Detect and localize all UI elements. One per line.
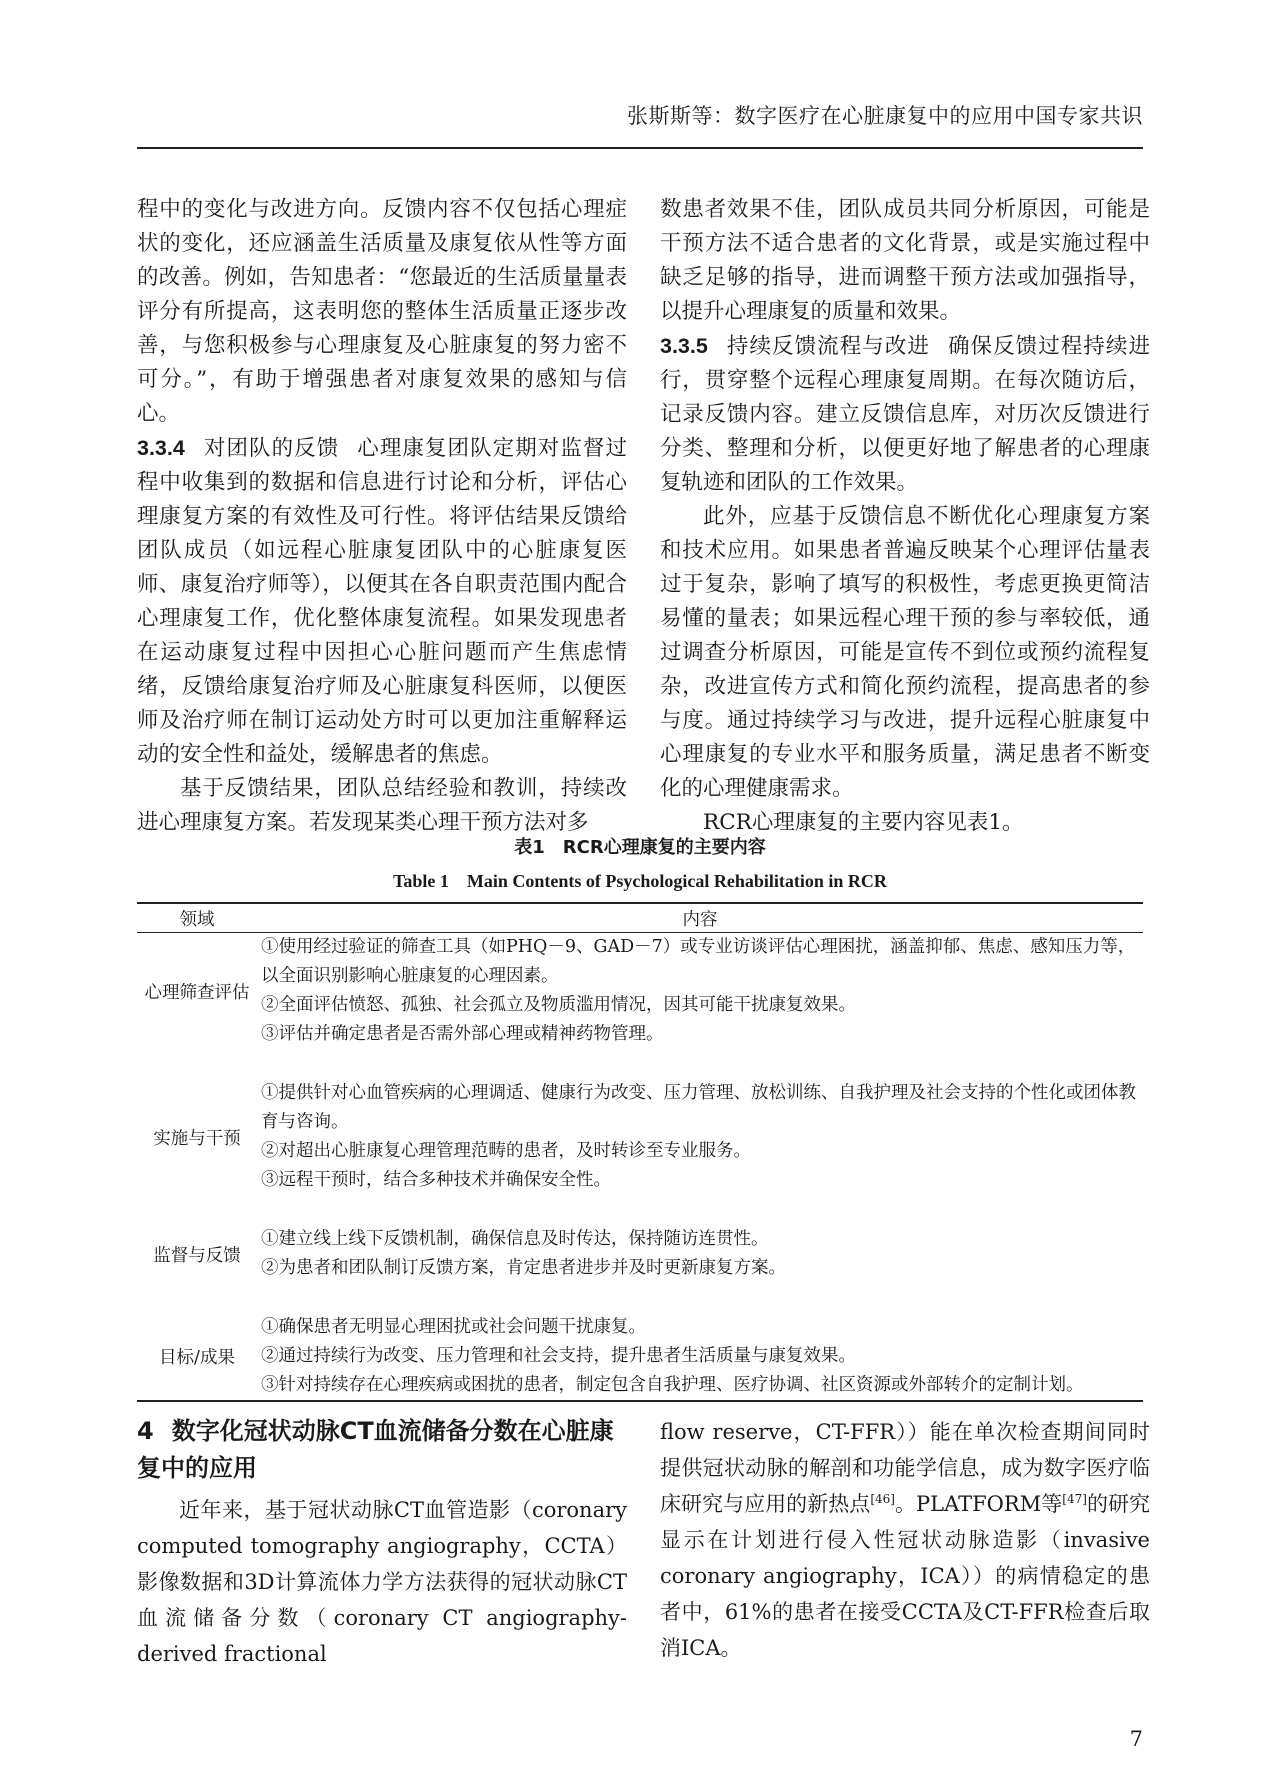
table-row — [137, 933, 1143, 1050]
section-4-right — [660, 1414, 1150, 1666]
page-number: 7 — [1129, 1727, 1143, 1751]
text-run: 的研究显示在计划进行侵入性冠状动脉造影（invasive coronary angiography，ICA））的病情稳定的患者中，61%的患者在接受CCTA及CT-FFR检查后取消ICA。 — [660, 1492, 1151, 1660]
section-4-heading — [137, 1413, 627, 1487]
table-1 — [137, 836, 1143, 1402]
section-title: 持续反馈流程与改进 — [725, 334, 930, 359]
section-text: 心理康复团队定期对监督过程中收集到的数据和信息进行讨论和分析，评估心理康复方案的有效性及可行性。将评估结果反馈给团队成员（如远程心脏康复团队中的心脏康复医师、康复治疗师等），以便其在各自职责范围内配合心理康复工作，优化整体康复流程。如果发现患者在运动康复过程中因担心心脏问题而产生焦虑情绪，反馈给康复治疗师及心脏康复科医师，以便医师及治疗师在制订运动处方时可以更加注重解释运动的安全性和益处，缓解患者的焦虑。 — [137, 436, 627, 767]
paragraph — [660, 1414, 1150, 1666]
column-header-content: 内容 — [257, 903, 1143, 933]
section-title: 对团队的反馈 — [202, 436, 340, 461]
content-item: ③针对持续存在心理疾病或困扰的患者，制定包含自我护理、医疗协调、社区资源或外部转介的定制计划。 — [261, 1375, 1084, 1395]
table-caption-en: Table 1 Main Contents of Psychological Rehabilitation in RCR — [393, 871, 887, 891]
table-row — [137, 1313, 1143, 1401]
content-cell — [257, 1313, 1143, 1401]
header-rule — [137, 147, 1143, 149]
paragraph: RCR心理康复的主要内容见表1。 — [703, 810, 1024, 835]
table-caption-cn: 表1 RCR心理康复的主要内容 — [514, 837, 766, 858]
section-number: 3.3.5 — [660, 334, 708, 358]
section-number: 4 — [137, 1417, 154, 1445]
content-item: ②全面评估愤怒、孤独、社会孤立及物质滥用情况，因其可能干扰康复效果。 — [261, 995, 856, 1015]
right-column — [660, 193, 1150, 840]
subsection-3-3-4 — [137, 431, 627, 772]
content-item: ②通过持续行为改变、压力管理和社会支持，提升患者生活质量与康复效果。 — [261, 1346, 856, 1366]
domain-cell: 目标/成果 — [137, 1313, 257, 1401]
paragraph: 此外，应基于反馈信息不断优化心理康复方案和技术应用。如果患者普遍反映某个心理评估量表过于复杂，影响了填写的积极性，考虑更换更简洁易懂的量表；如果远程心理干预的参与率较低，通过调查分析原因，可能是宣传不到位或预约流程复杂，改进宣传方式和简化预约流程，提高患者的参与度。通过持续学习与改进，提升远程心脏康复中心理康复的专业水平和服务质量，满足患者不断变化的心理健康需求。 — [660, 504, 1150, 801]
section-text: 确保反馈过程持续进行，贯穿整个远程心理康复周期。在每次随访后，记录反馈内容。建立反馈信息库，对历次反馈进行分类、整理和分析，以便更好地了解患者的心理康复轨迹和团队的工作效果。 — [660, 334, 1150, 495]
rcr-content-table — [137, 902, 1143, 1402]
column-header-domain: 领域 — [137, 903, 257, 933]
section-number: 3.3.4 — [137, 436, 185, 460]
subsection-3-3-5 — [660, 329, 1150, 500]
paragraph: 数患者效果不佳，团队成员共同分析原因，可能是干预方法不适合患者的文化背景，或是实施过程中缺乏足够的指导，进而调整干预方法或加强指导，以提升心理康复的质量和效果。 — [660, 197, 1150, 324]
left-column — [137, 193, 627, 840]
content-item: ①使用经过验证的筛查工具（如PHQ－9、GAD－7）或专业访谈评估心理困扰，涵盖抑郁、焦虑、感知压力等，以全面识别影响心脏康复的心理因素。 — [261, 937, 1136, 986]
section-4-left — [137, 1492, 627, 1672]
paragraph: 程中的变化与改进方向。反馈内容不仅包括心理症状的变化，还应涵盖生活质量及康复依从性等方面的改善。例如，告知患者：“您最近的生活质量量表评分有所提高，这表明您的整体生活质量正逐步改善，与您积极参与心理康复及心脏康复的努力密不可分。”，有助于增强患者对康复效果的感知与信心。 — [137, 197, 627, 426]
domain-cell: 监督与反馈 — [153, 1245, 241, 1266]
table-row — [137, 1079, 1143, 1195]
row-spacer — [137, 1195, 1143, 1225]
content-cell — [257, 1079, 1143, 1195]
content-item: ②为患者和团队制订反馈方案，肯定患者进步并及时更新康复方案。 — [261, 1258, 786, 1278]
content-item: ①提供针对心血管疾病的心理调适、健康行为改变、压力管理、放松训练、自我护理及社会支持的个性化或团体教育与咨询。 — [261, 1083, 1136, 1132]
row-spacer — [137, 1283, 1143, 1313]
row-spacer — [137, 1049, 1143, 1079]
citation-ref: [46] — [870, 1492, 895, 1506]
domain-cell: 心理筛查评估 — [144, 982, 250, 1003]
content-item: ③远程干预时，结合多种技术并确保安全性。 — [261, 1170, 611, 1190]
content-item: ③评估并确定患者是否需外部心理或精神药物管理。 — [261, 1024, 664, 1044]
table-header-row — [137, 903, 1143, 933]
citation-ref: [47] — [1062, 1492, 1087, 1506]
content-item: ①确保患者无明显心理困扰或社会问题干扰康复。 — [261, 1317, 646, 1337]
running-header: 张斯斯等：数字医疗在心脏康复中的应用中国专家共识 — [627, 104, 1143, 128]
section-title: 数字化冠状动脉CT血流储备分数在心脏康复中的应用 — [137, 1417, 614, 1482]
content-cell — [257, 933, 1143, 1050]
content-item: ②对超出心脏康复心理管理范畴的患者，及时转诊至专业服务。 — [261, 1141, 751, 1161]
paragraph: 基于反馈结果，团队总结经验和教训，持续改进心理康复方案。若发现某类心理干预方法对多 — [137, 776, 627, 835]
content-item: ①建立线上线下反馈机制，确保信息及时传达，保持随访连贯性。 — [261, 1229, 769, 1249]
text-run: flow reserve，CT-FFR））能在单次检查期间同时提供冠状动脉的解剖和功能学信息，成为数字医疗临床研究与应用的新热点 — [660, 1420, 1150, 1516]
content-cell — [257, 1225, 1143, 1283]
table-row — [137, 1225, 1143, 1283]
paragraph: 近年来，基于冠状动脉CT血管造影（coronary computed tomography angiography，CCTA）影像数据和3D计算流体力学方法获得的冠状动脉CT血流储备分数（coronary CT angiography-derived fractional — [137, 1498, 627, 1666]
text-run: 。PLATFORM等 — [894, 1492, 1063, 1516]
domain-cell: 实施与干预 — [153, 1128, 241, 1149]
